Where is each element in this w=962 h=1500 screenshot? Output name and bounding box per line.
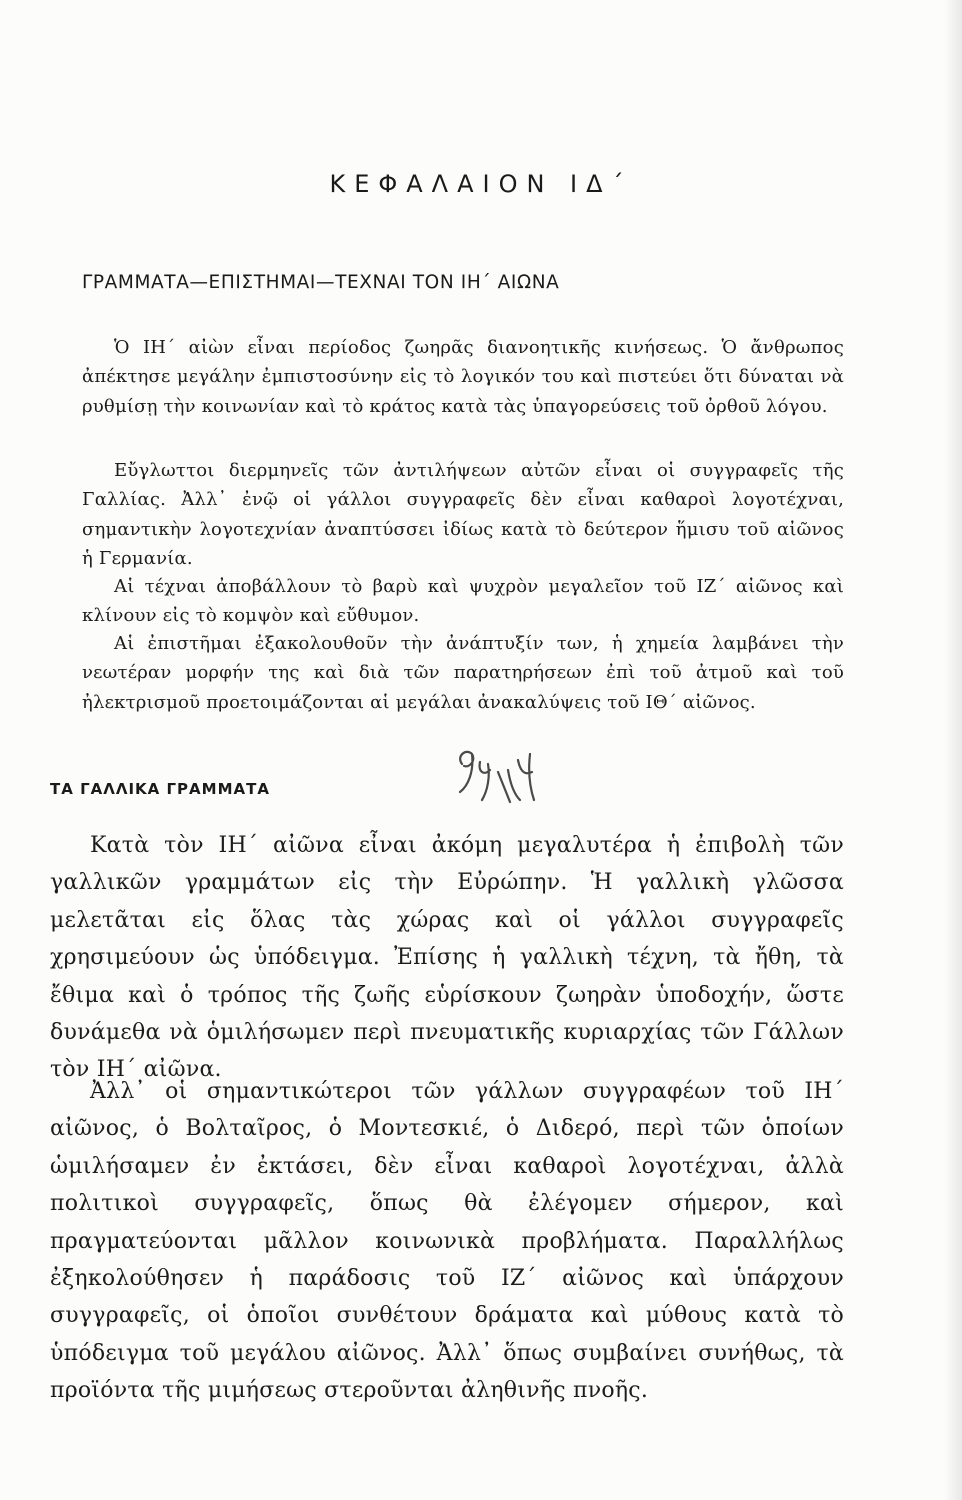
intro-paragraph-2: Εὔγλωττοι διερμηνεῖς τῶν ἀντιλήψεων αὐτῶν εἶναι οἱ συγγραφεῖς τῆς Γαλλίας. Ἀλλ᾽ ἐνῷ οἱ γάλλοι συγγραφεῖς δὲν εἶναι καθαροὶ λογοτέχναι, σημαντικὴν λογοτεχνίαν ἀναπτύσσει ἰδίως κατὰ τὸ δεύτερον ἥμισυ τοῦ αἰῶνος ἡ Γερμανία.	[82, 460, 844, 570]
handwritten-pencil-mark	[448, 742, 544, 812]
section-title: ΓΡΑΜΜΑΤΑ—ΕΠΙΣΤΗΜΑΙ—ΤΕΧΝΑΙ ΤΟΝ ΙΗ΄ ΑΙΩΝΑ	[82, 272, 560, 293]
main-paragraph-1: Κατὰ τὸν ΙΗ΄ αἰῶνα εἶναι ἀκόμη μεγαλυτέρα ἡ ἐπιβολὴ τῶν γαλλικῶν γραμμάτων εἰς τὴν Εὐρώπην. Ἡ γαλλικὴ γλῶσσα μελετᾶται εἰς ὅλας τὰς χώρας καὶ οἱ γάλλοι συγγραφεῖς χρησιμεύουν ὡς ὑπόδειγμα. Ἐπίσης ἡ γαλλικὴ τέχνη, τὰ ἤθη, τὰ ἔθιμα καὶ ὁ τρόπος τῆς ζωῆς εὑρίσκουν ζωηρὰν ὑποδοχήν, ὥστε δυνάμεθα νὰ ὁμιλήσωμεν περὶ πνευματικῆς κυριαρχίας τῶν Γάλλων τὸν ΙΗ΄ αἰῶνα.	[50, 833, 844, 1083]
main-paragraph-2: Ἀλλ᾽ οἱ σημαντικώτεροι τῶν γάλλων συγγραφέων τοῦ ΙΗ΄ αἰῶνος, ὁ Βολταῖρος, ὁ Μοντεσκιέ, ὁ Διδερό, περὶ τῶν ὁποίων ὡμιλήσαμεν ἐν ἐκτάσει, δὲν εἶναι καθαροὶ λογοτέχναι, ἀλλὰ πολιτικοὶ συγγραφεῖς, ὅπως θὰ ἐλέγομεν σήμερον, καὶ πραγματεύονται μᾶλλον κοινωνικὰ προβλήματα. Παραλλήλως ἐξηκολούθησεν ἡ παράδοσις τοῦ ΙΖ΄ αἰῶνος καὶ ὑπάρχουν συγγραφεῖς, οἱ ὁποῖοι συνθέτουν δράματα καὶ μύθους κατὰ τὸ ὑπόδειγμα τοῦ μεγάλου αἰῶνος. Ἀλλ᾽ ὅπως συμβαίνει συνήθως, τὰ προϊόντα τῆς μιμήσεως στεροῦνται ἀληθινῆς πνοῆς.	[50, 1079, 844, 1404]
scan-edge-shadow	[944, 0, 962, 1500]
intro-paragraph-4: Αἱ ἐπιστῆμαι ἐξακολουθοῦν τὴν ἀνάπτυξίν των, ἡ χημεία λαμβάνει τὴν νεωτέραν μορφήν της καὶ διὰ τῶν παρατηρήσεων ἐπὶ τοῦ ἀτμοῦ καὶ τοῦ ἠλεκτρισμοῦ προετοιμάζονται αἱ μεγάλαι ἀνακαλύψεις τοῦ ΙΘ΄ αἰῶνος.	[82, 633, 844, 713]
subsection-title: ΤΑ ΓΑΛΛΙΚΑ ΓΡΑΜΜΑΤΑ	[50, 780, 270, 798]
chapter-title: ΚΕΦΑΛΑΙΟΝ ΙΔ΄	[329, 170, 633, 198]
intro-paragraph-3: Αἱ τέχναι ἀποβάλλουν τὸ βαρὺ καὶ ψυχρὸν μεγαλεῖον τοῦ ΙΖ΄ αἰῶνος καὶ κλίνουν εἰς τὸ κομψὸν καὶ εὔθυμον.	[82, 576, 844, 627]
intro-paragraph-1: Ὁ ΙΗ΄ αἰὼν εἶναι περίοδος ζωηρᾶς διανοητικῆς κινήσεως. Ὁ ἄνθρωπος ἀπέκτησε μεγάλην ἐμπιστοσύνην εἰς τὸ λογικόν του καὶ πιστεύει ὅτι δύναται νὰ ρυθμίσῃ τὴν κοινωνίαν καὶ τὸ κράτος κατὰ τὰς ὑπαγορεύσεις τοῦ ὀρθοῦ λόγου.	[82, 337, 844, 417]
